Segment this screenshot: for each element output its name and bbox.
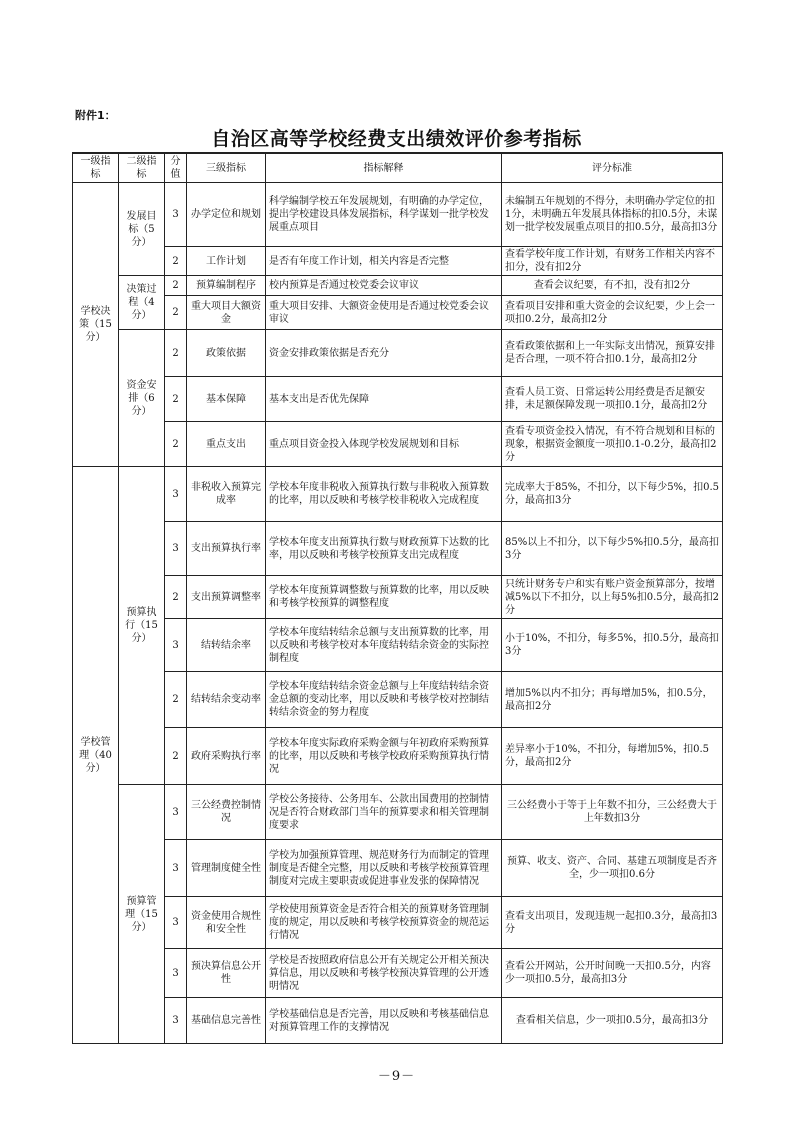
row-indicator: 重点支出	[187, 422, 266, 467]
row-score: 2	[165, 672, 187, 728]
row-indicator: 管理制度健全性	[187, 840, 266, 897]
row-explanation: 学校本年度实际政府采购金额与年初政府采购预算的比率，用以反映和考核学校政府采购预算执行情况	[266, 728, 502, 785]
table-row	[73, 840, 723, 897]
table-row	[73, 619, 723, 672]
row-score: 2	[165, 247, 187, 276]
row-score: 2	[165, 296, 187, 330]
subgroup-budget-management: 预算管理（15分）	[119, 785, 165, 1044]
row-explanation: 重点项目资金投入体现学校发展规划和目标	[266, 422, 502, 467]
row-indicator: 资金使用合规性和安全性	[187, 897, 266, 949]
indicator-table	[72, 152, 723, 1044]
table-row	[73, 183, 723, 247]
table-row	[73, 422, 723, 467]
table-row	[73, 949, 723, 998]
subgroup-decision-process: 决策过程（4分）	[119, 276, 165, 330]
row-explanation: 学校本年度支出预算执行数与财政预算下达数的比率，用以反映和考核学校预算支出完成程度	[266, 522, 502, 576]
row-criteria: 查看人员工资、日常运转公用经费是否足额安排，未足额保障发现一项扣0.1分，最高扣2分	[502, 377, 723, 422]
row-explanation: 资金安排政策依据是否充分	[266, 330, 502, 377]
row-score: 3	[165, 998, 187, 1044]
row-criteria: 查看政策依据和上一年实际支出情况，预算安排是否合理，一项不符合扣0.1分，最高扣2分	[502, 330, 723, 377]
attachment-label: 附件1：	[75, 109, 116, 122]
row-criteria: 查看公开网站，公开时间晚一天扣0.5分，内容少一项扣0.5分，最高扣3分	[502, 949, 723, 998]
row-score: 2	[165, 728, 187, 785]
row-explanation: 学校是否按照政府信息公开有关规定公开相关预决算信息，用以反映和考核学校预决算管理的公开透明情况	[266, 949, 502, 998]
header-criteria: 评分标准	[502, 153, 723, 183]
header-row	[73, 153, 723, 183]
row-explanation: 基本支出是否优先保障	[266, 377, 502, 422]
row-indicator: 重大项目大额资金	[187, 296, 266, 330]
table-row	[73, 296, 723, 330]
table-row	[73, 576, 723, 619]
row-score: 3	[165, 840, 187, 897]
subgroup-budget-execution: 预算执行（15分）	[119, 467, 165, 785]
table-row	[73, 377, 723, 422]
row-indicator: 支出预算执行率	[187, 522, 266, 576]
row-score: 3	[165, 949, 187, 998]
row-indicator: 结转结余率	[187, 619, 266, 672]
row-explanation: 学校公务接待、公务用车、公款出国费用的控制情况是否符合财政部门当年的预算要求和相关管理制度要求	[266, 785, 502, 840]
row-criteria: 增加5%以内不扣分；再每增加5%，扣0.5分，最高扣2分	[502, 672, 723, 728]
row-explanation: 学校为加强预算管理、规范财务行为而制定的管理制度是否健全完整，用以反映和考核学校预算管理制度对完成主要职责或促进事业发张的保障情况	[266, 840, 502, 897]
row-criteria: 未编制五年规划的不得分，未明确办学定位的扣1分，未明确五年发展具体指标的扣0.5分，未谋划一批学校发展重点项目的扣0.5分，最高扣3分	[502, 183, 723, 247]
header-level2: 二级指标	[119, 153, 165, 183]
table-row	[73, 276, 723, 296]
row-score: 3	[165, 785, 187, 840]
header-level3: 三级指标	[187, 153, 266, 183]
subgroup-fund-allocation: 资金安排（6分）	[119, 330, 165, 467]
row-criteria: 查看项目安排和重大资金的会议纪要，少上会一项扣0.2分，最高扣2分	[502, 296, 723, 330]
row-explanation: 校内预算是否通过校党委会议审议	[266, 276, 502, 296]
row-indicator: 预算编制程序	[187, 276, 266, 296]
row-indicator: 政府采购执行率	[187, 728, 266, 785]
row-criteria: 三公经费小于等于上年数不扣分，三公经费大于上年数扣3分	[502, 785, 723, 840]
row-score: 3	[165, 183, 187, 247]
row-criteria: 查看相关信息，少一项扣0.5分，最高扣3分	[502, 998, 723, 1044]
page-number: －9－	[377, 1069, 416, 1084]
row-explanation: 学校本年度结转结余总额与支出预算数的比率，用以反映和考核学校对本年度结转结余资金的实际控制程度	[266, 619, 502, 672]
row-criteria: 查看会议纪要，有不扣，没有扣2分	[502, 276, 723, 296]
row-score: 3	[165, 897, 187, 949]
row-explanation: 学校基础信息是否完善，用以反映和考核基础信息对预算管理工作的支撑情况	[266, 998, 502, 1044]
row-criteria: 查看学校年度工作计划，有财务工作相关内容不扣分，没有扣2分	[502, 247, 723, 276]
row-criteria: 查看支出项目，发现违规一起扣0.3分，最高扣3分	[502, 897, 723, 949]
row-indicator: 基础信息完善性	[187, 998, 266, 1044]
row-explanation: 学校本年度结转结余资金总额与上年度结转结余资金总额的变动比率，用以反映和考核学校对控制结转结余资金的努力程度	[266, 672, 502, 728]
table-row	[73, 897, 723, 949]
row-explanation: 是否有年度工作计划，相关内容是否完整	[266, 247, 502, 276]
table-row	[73, 728, 723, 785]
row-score: 2	[165, 276, 187, 296]
table-row	[73, 672, 723, 728]
row-score: 3	[165, 522, 187, 576]
row-score: 2	[165, 330, 187, 377]
header-explanation: 指标解释	[266, 153, 502, 183]
row-indicator: 预决算信息公开性	[187, 949, 266, 998]
row-criteria: 预算、收支、资产、合同、基建五项制度是否齐全，少一项扣0.6分	[502, 840, 723, 897]
table-row	[73, 330, 723, 377]
header-level1: 一级指标	[73, 153, 119, 183]
row-explanation: 学校使用预算资金是否符合相关的预算财务管理制度的规定，用以反映和考核学校预算资金的规范运行情况	[266, 897, 502, 949]
table-row	[73, 522, 723, 576]
group-management: 学校管理（40分）	[73, 467, 119, 1044]
row-indicator: 政策依据	[187, 330, 266, 377]
row-indicator: 三公经费控制情况	[187, 785, 266, 840]
group-decision: 学校决策（15分）	[73, 183, 119, 467]
row-indicator: 结转结余变动率	[187, 672, 266, 728]
row-criteria: 85%以上不扣分，以下每少5%扣0.5分，最高扣3分	[502, 522, 723, 576]
table-row	[73, 467, 723, 522]
table-row	[73, 998, 723, 1044]
page-title: 自治区高等学校经费支出绩效评价参考指标	[211, 128, 582, 150]
header-score: 分值	[165, 153, 187, 183]
row-score: 3	[165, 619, 187, 672]
row-indicator: 支出预算调整率	[187, 576, 266, 619]
row-explanation: 学校本年度非税收入预算执行数与非税收入预算数的比率，用以反映和考核学校非税收入完成程度	[266, 467, 502, 522]
row-score: 3	[165, 467, 187, 522]
row-indicator: 办学定位和规划	[187, 183, 266, 247]
row-indicator: 基本保障	[187, 377, 266, 422]
table-row	[73, 785, 723, 840]
row-explanation: 科学编制学校五年发展规划，有明确的办学定位，提出学校建设具体发展指标，科学谋划一批学校发展重点项目	[266, 183, 502, 247]
row-score: 2	[165, 377, 187, 422]
row-criteria: 完成率大于85%，不扣分，以下每少5%，扣0.5分，最高扣3分	[502, 467, 723, 522]
row-explanation: 学校本年度预算调整数与预算数的比率，用以反映和考核学校预算的调整程度	[266, 576, 502, 619]
row-explanation: 重大项目安排、大额资金使用是否通过校党委会议审议	[266, 296, 502, 330]
row-criteria: 查看专项资金投入情况，有不符合规划和目标的现象，根据资金额度一项扣0.1-0.2分，最高扣2分	[502, 422, 723, 467]
row-indicator: 工作计划	[187, 247, 266, 276]
subgroup-development-goal: 发展目标（5分）	[119, 183, 165, 276]
row-score: 2	[165, 576, 187, 619]
row-criteria: 差异率小于10%，不扣分，每增加5%，扣0.5分，最高扣2分	[502, 728, 723, 785]
row-criteria: 只统计财务专户和实有账户资金预算部分，按增减5%以下不扣分，以上每5%扣0.5分，最高扣2分	[502, 576, 723, 619]
row-criteria: 小于10%，不扣分，每多5%，扣0.5分，最高扣3分	[502, 619, 723, 672]
row-score: 2	[165, 422, 187, 467]
table-row	[73, 247, 723, 276]
row-indicator: 非税收入预算完成率	[187, 467, 266, 522]
